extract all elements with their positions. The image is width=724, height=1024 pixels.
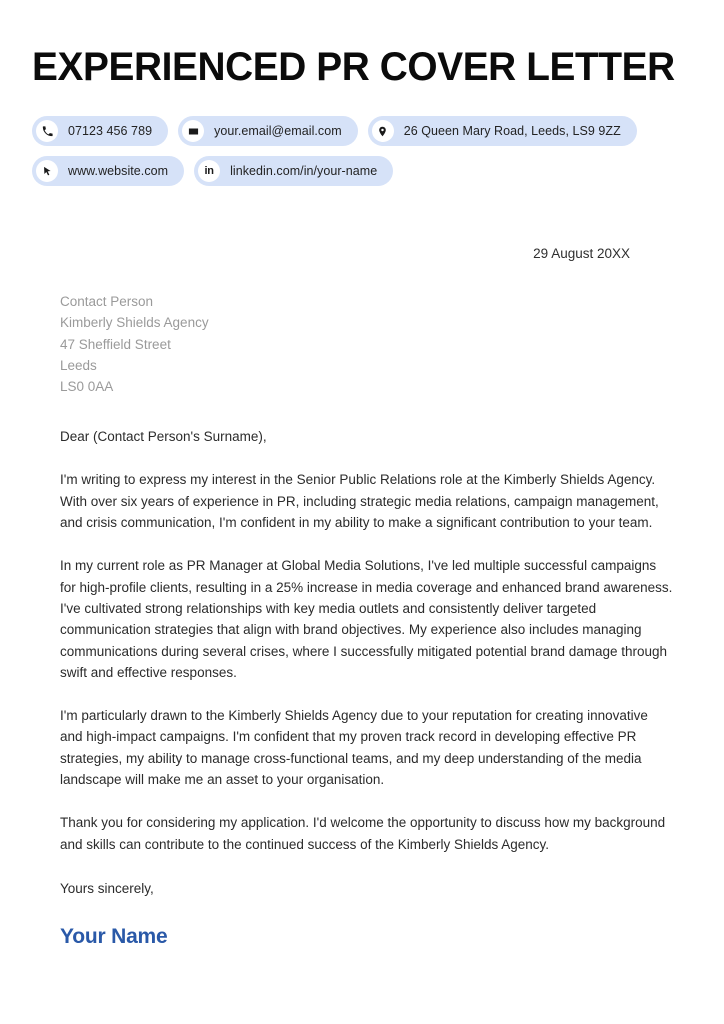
recipient-line: Kimberly Shields Agency — [60, 315, 209, 331]
contact-phone-text: 07123 456 789 — [68, 123, 153, 138]
contact-badge-email[interactable] — [178, 116, 358, 146]
body-paragraph: I'm particularly drawn to the Kimberly Shields Agency due to your reputation for creating innovative and high-impact campaigns. I'm confident that my proven track record in developing effective PR strategies, my ability to manage cross-functional teams, and my deep understanding of the media landscape will make me an asset to your organisation. — [60, 708, 648, 788]
recipient-line: 47 Sheffield Street — [60, 336, 171, 352]
recipient-line: Contact Person — [60, 294, 154, 309]
letter-date: 29 August 20XX — [533, 246, 630, 261]
contact-email-text: your.email@email.com — [214, 123, 342, 138]
contact-badge-phone[interactable] — [32, 116, 168, 146]
page-title: EXPERIENCED PR COVER LETTER — [32, 45, 675, 89]
contact-address-text: 26 Queen Mary Road, Leeds, LS9 9ZZ — [403, 123, 621, 138]
letter-header — [0, 0, 724, 186]
contact-row-primary — [32, 116, 692, 146]
phone-icon — [36, 120, 58, 142]
contact-details — [32, 116, 692, 186]
salutation: Dear (Contact Person's Surname), — [60, 429, 267, 445]
contact-badge-address[interactable] — [368, 116, 637, 146]
contact-row-secondary — [32, 156, 692, 186]
recipient-line: Leeds — [60, 357, 97, 373]
contact-linkedin-text: linkedin.com/in/your-name — [230, 163, 378, 178]
recipient-address-block — [60, 291, 676, 397]
contact-badge-website[interactable] — [32, 156, 184, 186]
closing-line: Yours sincerely, — [60, 880, 154, 896]
cursor-pointer-icon — [36, 160, 58, 182]
location-pin-icon — [372, 120, 394, 142]
linkedin-icon — [198, 160, 220, 182]
letter-body — [0, 246, 724, 950]
email-icon — [182, 120, 204, 142]
contact-website-text: www.website.com — [68, 163, 169, 178]
signature-name: Your Name — [60, 924, 168, 948]
body-paragraph: I'm writing to express my interest in the Senior Public Relations role at the Kimberly Shields Agency. With over six years of experience in PR, including strategic media relations, campaign management, and crisis communication, I'm confident in my ability to make a significant contribution to your team. — [60, 472, 659, 531]
recipient-line: LS0 0AA — [60, 379, 114, 395]
body-paragraph: In my current role as PR Manager at Global Media Solutions, I've led multiple successful campaigns for high-profile clients, resulting in a 25% increase in media coverage and enhanced brand awareness. I've cultivated strong relationships with key media outlets and consistently deliver targeted communication strategies that align with brand objectives. My experience also includes managing communications during several crises, where I successfully mitigated potential brand damage through swift and effective responses. — [60, 558, 673, 680]
body-paragraph: Thank you for considering my application. I'd welcome the opportunity to discuss how my background and skills can contribute to the continued success of the Kimberly Shields Agency. — [60, 815, 666, 852]
contact-badge-linkedin[interactable] — [194, 156, 393, 186]
linkedin-glyph: in — [204, 164, 214, 177]
